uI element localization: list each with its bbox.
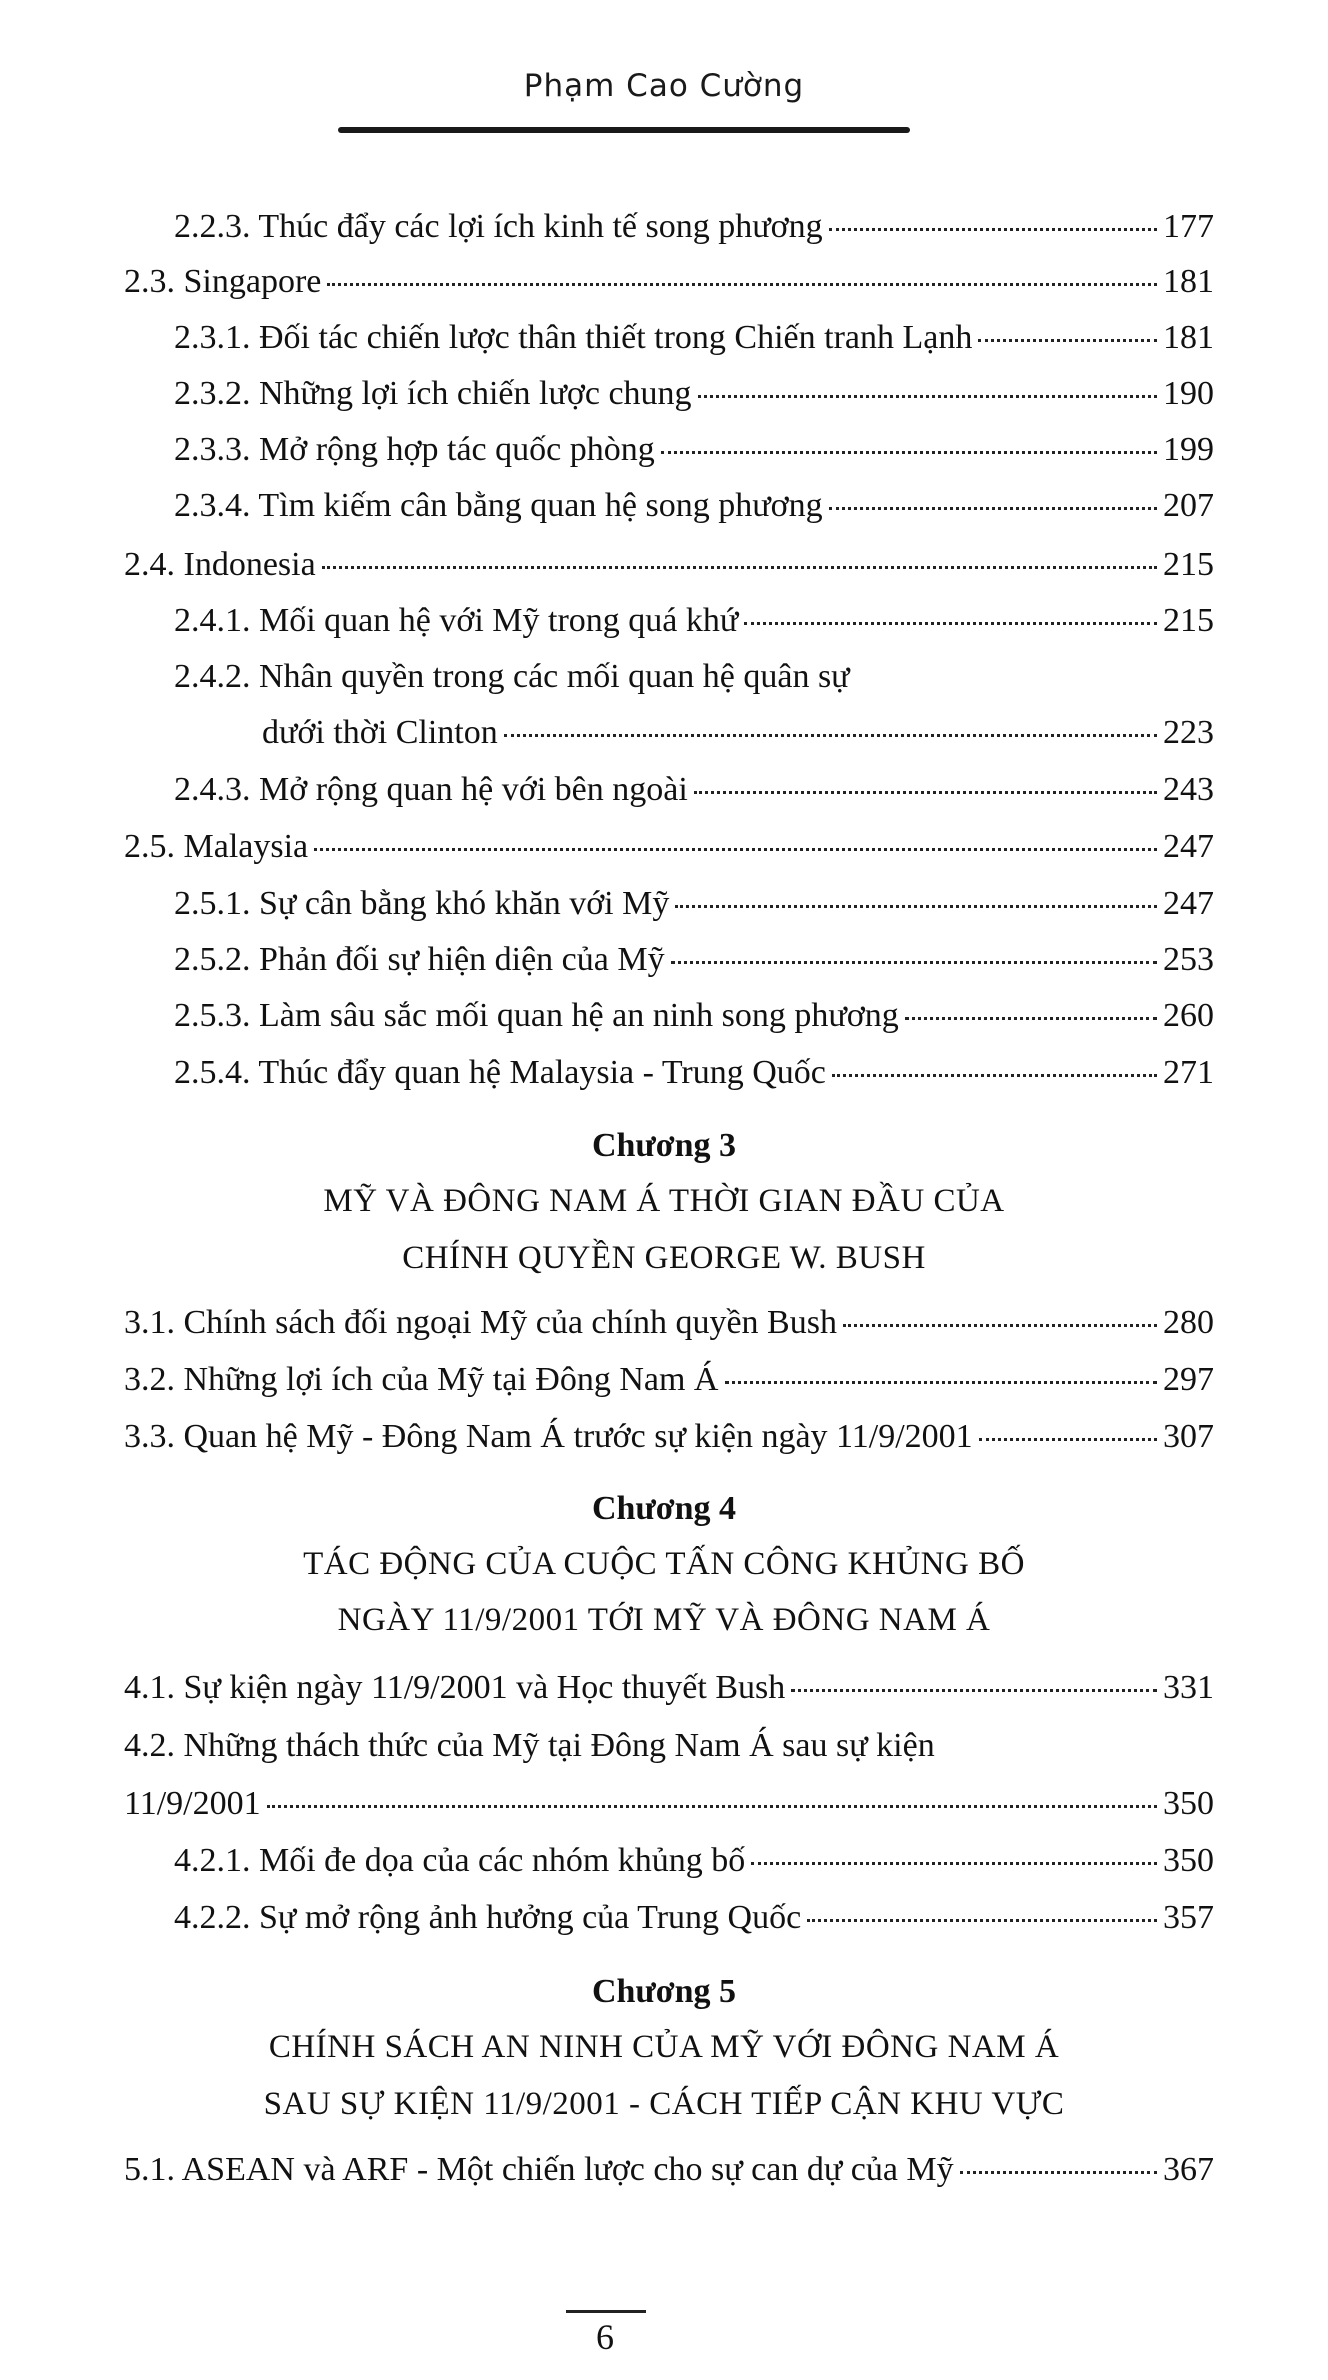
- chapter-heading-line: CHÍNH QUYỀN GEORGE W. BUSH: [402, 1240, 926, 1276]
- toc-page: 190: [1163, 375, 1214, 412]
- dot-leader: [751, 1862, 1157, 1865]
- toc-page: 350: [1163, 1785, 1214, 1822]
- toc-page: 331: [1163, 1669, 1214, 1706]
- dot-leader: [671, 961, 1157, 964]
- toc-page: 181: [1163, 263, 1214, 300]
- header-rule: [338, 127, 910, 133]
- toc-entry: [124, 827, 1214, 867]
- toc-entry: [174, 1053, 1214, 1093]
- toc-label: 4.2. Những thách thức của Mỹ tại Đông Nam Á sau sự kiện: [124, 1727, 935, 1764]
- chapter-heading-line: MỸ VÀ ĐÔNG NAM Á THỜI GIAN ĐẦU CỦA: [323, 1183, 1005, 1219]
- toc-label: 2.4. Indonesia: [124, 546, 316, 583]
- toc-page: 215: [1163, 546, 1214, 583]
- chapter-heading-line: CHÍNH SÁCH AN NINH CỦA MỸ VỚI ĐÔNG NAM Á: [268, 2029, 1060, 2065]
- dot-leader: [694, 791, 1157, 794]
- toc-entry: [174, 770, 1214, 810]
- dot-leader: [267, 1805, 1157, 1808]
- toc-entry: [174, 207, 1214, 247]
- toc-page: 367: [1163, 2151, 1214, 2188]
- dot-leader: [979, 1438, 1157, 1441]
- toc-page: 271: [1163, 1054, 1214, 1091]
- toc-page: 260: [1163, 997, 1214, 1034]
- toc-label: 4.2.1. Mối đe dọa của các nhóm khủng bố: [174, 1842, 746, 1879]
- toc-label: 2.4.1. Mối quan hệ với Mỹ trong quá khứ: [174, 602, 739, 639]
- toc-label: dưới thời Clinton: [262, 714, 498, 751]
- toc-label: 2.4.2. Nhân quyền trong các mối quan hệ quân sự: [174, 658, 850, 695]
- chapter-heading-line: NGÀY 11/9/2001 TỚI MỸ VÀ ĐÔNG NAM Á: [337, 1602, 991, 1638]
- toc-label: 2.3.4. Tìm kiếm cân bằng quan hệ song phương: [174, 487, 823, 524]
- toc-entry: [124, 1303, 1214, 1343]
- dot-leader: [829, 228, 1157, 231]
- toc-entry: [124, 1668, 1214, 1708]
- toc-entry: [174, 318, 1214, 358]
- toc-entry: [174, 940, 1214, 980]
- toc-label: 4.2.2. Sự mở rộng ảnh hưởng của Trung Quốc: [174, 1899, 802, 1936]
- dot-leader: [675, 905, 1157, 908]
- toc-page: 181: [1163, 319, 1214, 356]
- running-header: Phạm Cao Cường: [523, 68, 805, 104]
- chapter-heading-line: TÁC ĐỘNG CỦA CUỘC TẤN CÔNG KHỦNG BỐ: [303, 1546, 1025, 1582]
- toc-page: 280: [1163, 1304, 1214, 1341]
- dot-leader: [314, 848, 1157, 851]
- dot-leader: [843, 1324, 1157, 1327]
- toc-label: 2.5.4. Thúc đẩy quan hệ Malaysia - Trung Quốc: [174, 1054, 826, 1091]
- chapter-title: Chương 5: [591, 1973, 737, 2010]
- toc-entry: [174, 996, 1214, 1036]
- toc-label: 2.3. Singapore: [124, 263, 322, 300]
- toc-entry: [174, 430, 1214, 470]
- toc-label: 2.3.2. Những lợi ích chiến lược chung: [174, 375, 692, 412]
- dot-leader: [698, 395, 1157, 398]
- toc-entry: [262, 713, 1214, 753]
- toc-page: 307: [1163, 1418, 1214, 1455]
- toc-page: 247: [1163, 828, 1214, 865]
- footer-rule: [566, 2310, 646, 2313]
- toc-page: 207: [1163, 487, 1214, 524]
- dot-leader: [829, 507, 1157, 510]
- toc-entry: [174, 374, 1214, 414]
- chapter-heading-line: SAU SỰ KIỆN 11/9/2001 - CÁCH TIẾP CẬN KHU VỰC: [263, 2086, 1065, 2122]
- toc-label: 2.5.2. Phản đối sự hiện diện của Mỹ: [174, 941, 665, 978]
- toc-entry: [124, 1417, 1214, 1457]
- toc-entry: [174, 1898, 1214, 1938]
- toc-label: 3.3. Quan hệ Mỹ - Đông Nam Á trước sự kiện ngày 11/9/2001: [124, 1418, 973, 1455]
- dot-leader: [661, 451, 1157, 454]
- chapter-title: Chương 3: [591, 1127, 737, 1164]
- toc-label: 2.2.3. Thúc đẩy các lợi ích kinh tế song phương: [174, 208, 823, 245]
- toc-label: 3.2. Những lợi ích của Mỹ tại Đông Nam Á: [124, 1361, 719, 1398]
- dot-leader: [807, 1919, 1157, 1922]
- toc-page: 223: [1163, 714, 1214, 751]
- toc-label: 5.1. ASEAN và ARF - Một chiến lược cho sự can dự của Mỹ: [124, 2151, 954, 2188]
- toc-page: 297: [1163, 1361, 1214, 1398]
- dot-leader: [327, 283, 1157, 286]
- dot-leader: [960, 2171, 1157, 2174]
- toc-label: 2.4.3. Mở rộng quan hệ với bên ngoài: [174, 771, 688, 808]
- toc-entry: [174, 884, 1214, 924]
- toc-entry: [174, 486, 1214, 526]
- toc-entry: [124, 545, 1214, 585]
- toc-label: 11/9/2001: [124, 1785, 261, 1822]
- toc-entry: [124, 1784, 1214, 1824]
- dot-leader: [905, 1017, 1157, 1020]
- toc-label: 2.3.1. Đối tác chiến lược thân thiết trong Chiến tranh Lạnh: [174, 319, 973, 356]
- dot-leader: [832, 1074, 1157, 1077]
- toc-entry: [174, 601, 1214, 641]
- dot-leader: [725, 1381, 1158, 1384]
- toc-page: 215: [1163, 602, 1214, 639]
- toc-page: 247: [1163, 885, 1214, 922]
- dot-leader: [504, 734, 1157, 737]
- dot-leader: [978, 339, 1157, 342]
- dot-leader: [744, 622, 1157, 625]
- toc-page: 350: [1163, 1842, 1214, 1879]
- toc-entry: [124, 1360, 1214, 1400]
- chapter-title: Chương 4: [591, 1490, 737, 1527]
- dot-leader: [791, 1689, 1157, 1692]
- toc-label: 2.3.3. Mở rộng hợp tác quốc phòng: [174, 431, 655, 468]
- toc-label: 3.1. Chính sách đối ngoại Mỹ của chính quyền Bush: [124, 1304, 837, 1341]
- dot-leader: [322, 566, 1157, 569]
- toc-page: 177: [1163, 208, 1214, 245]
- toc-label: 4.1. Sự kiện ngày 11/9/2001 và Học thuyết Bush: [124, 1669, 786, 1706]
- toc-page: 357: [1163, 1899, 1214, 1936]
- toc-label: 2.5. Malaysia: [124, 828, 309, 865]
- toc-entry: [124, 262, 1214, 302]
- toc-page: 199: [1163, 431, 1214, 468]
- toc-entry: [124, 2150, 1214, 2190]
- toc-entry: [174, 1841, 1214, 1881]
- toc-label: 2.5.3. Làm sâu sắc mối quan hệ an ninh song phương: [174, 997, 899, 1034]
- toc-label: 2.5.1. Sự cân bằng khó khăn với Mỹ: [174, 885, 670, 922]
- toc-page: 243: [1163, 771, 1214, 808]
- toc-page: 253: [1163, 941, 1214, 978]
- page-number: 6: [596, 2317, 614, 2357]
